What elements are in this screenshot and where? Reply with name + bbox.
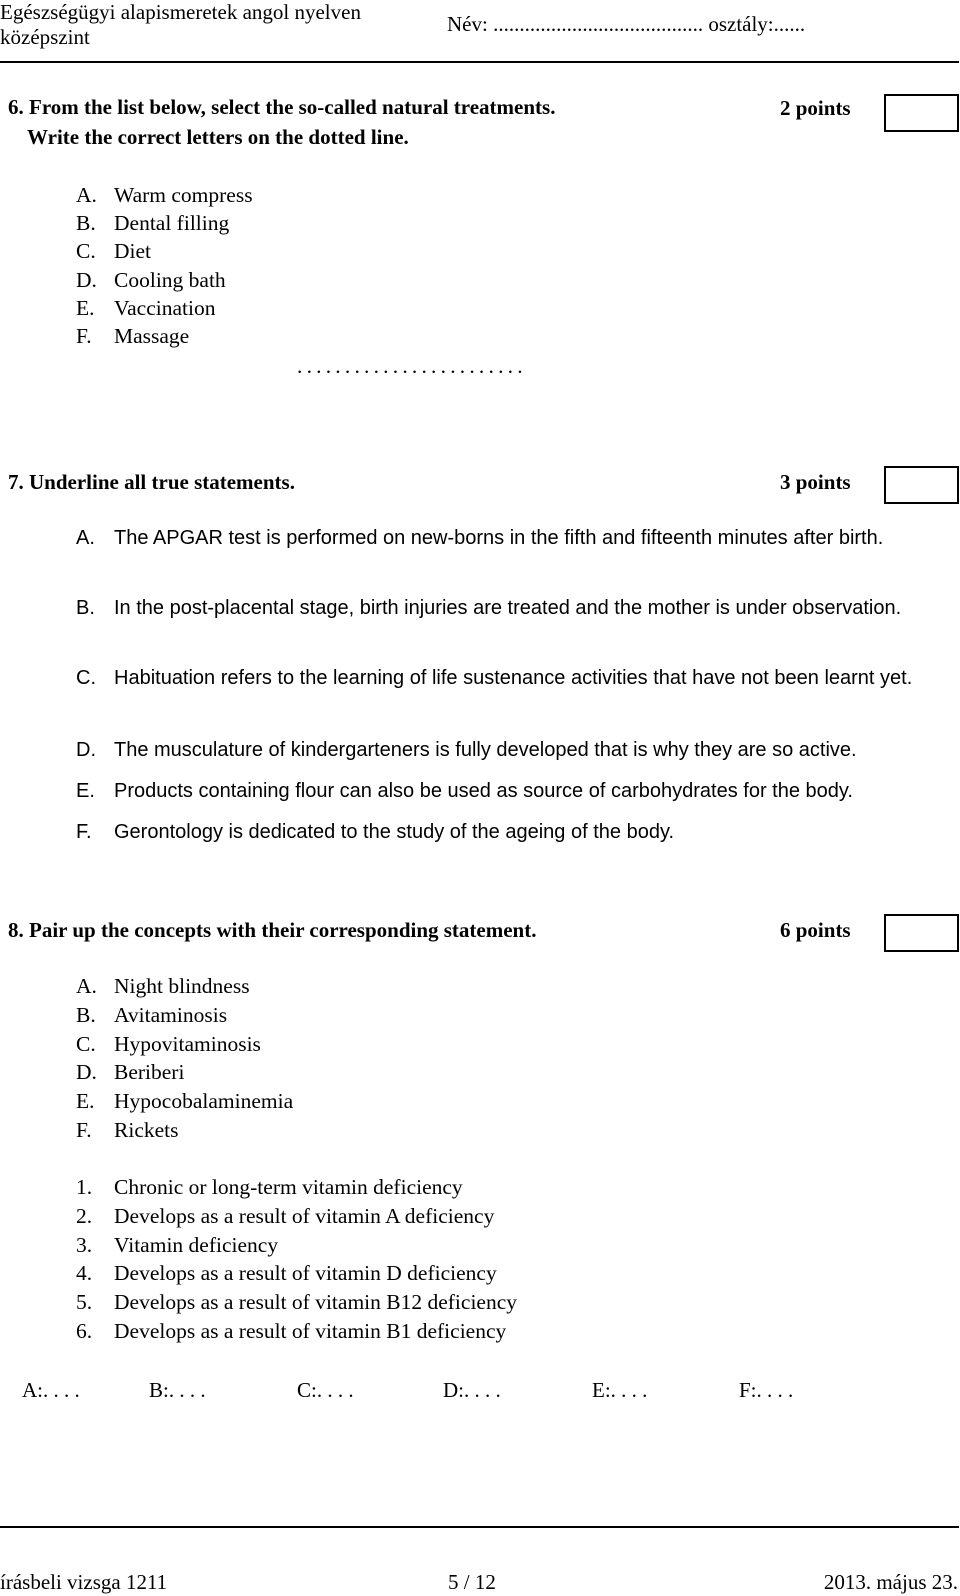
q6-option: E. Vaccination bbox=[76, 296, 216, 320]
header-subject: Egészségügyi alapismeretek angol nyelven bbox=[0, 0, 361, 24]
q8-concept: D. Beriberi bbox=[76, 1060, 185, 1084]
q6-option: F. Massage bbox=[76, 324, 190, 348]
q6-title-line2: Write the correct letters on the dotted line. bbox=[27, 125, 409, 149]
q8-concept: E. Hypocobalaminemia bbox=[76, 1089, 294, 1113]
q6-option: C. Diet bbox=[76, 239, 152, 263]
q8-statement: 6. Develops as a result of vitamin B1 deficiency bbox=[76, 1319, 507, 1343]
footer-rule bbox=[0, 1526, 959, 1528]
q7-points: 3 points bbox=[780, 470, 851, 494]
q8-title: 8. Pair up the concepts with their corresponding statement. bbox=[8, 918, 537, 942]
q8-answer-a[interactable]: A:. . . . bbox=[22, 1378, 80, 1402]
q8-answer-e[interactable]: E:. . . . bbox=[592, 1378, 648, 1402]
q6-title-line1: 6. From the list below, select the so-called natural treatments. bbox=[8, 95, 556, 119]
header-rule bbox=[0, 61, 959, 63]
q7-score-box[interactable] bbox=[884, 466, 959, 504]
header-name-field: Név: ........................................ osztály:...... bbox=[447, 12, 806, 36]
q8-statement: 1. Chronic or long-term vitamin deficiency bbox=[76, 1175, 463, 1199]
q7-statement[interactable]: A. The APGAR test is performed on new-borns in the fifth and fifteenth minutes after birth. bbox=[76, 527, 884, 549]
q8-statement: 2. Develops as a result of vitamin A deficiency bbox=[76, 1204, 495, 1228]
q8-statement: 4. Develops as a result of vitamin D deficiency bbox=[76, 1261, 497, 1285]
q6-points: 2 points bbox=[780, 96, 851, 120]
header-level: középszint bbox=[0, 25, 90, 49]
q8-answer-c[interactable]: C:. . . . bbox=[297, 1378, 354, 1402]
q8-concept: B. Avitaminosis bbox=[76, 1003, 228, 1027]
q8-score-box[interactable] bbox=[884, 914, 959, 952]
q7-title: 7. Underline all true statements. bbox=[8, 470, 295, 494]
q7-statement[interactable]: D. The musculature of kindergarteners is fully developed that is why they are so active. bbox=[76, 739, 857, 761]
q8-answer-f[interactable]: F:. . . . bbox=[739, 1378, 794, 1402]
q8-concept: F. Rickets bbox=[76, 1118, 179, 1142]
q7-statement[interactable]: F. Gerontology is dedicated to the study of the ageing of the body. bbox=[76, 821, 675, 843]
q7-statement[interactable]: B. In the post-placental stage, birth injuries are treated and the mother is under observation. bbox=[76, 597, 902, 619]
q8-concept: A. Night blindness bbox=[76, 974, 250, 998]
q7-statement[interactable]: C. Habituation refers to the learning of life sustenance activities that have not been learnt yet. bbox=[76, 667, 913, 689]
footer-exam-code: írásbeli vizsga 1211 bbox=[0, 1570, 168, 1594]
q8-statement: 3. Vitamin deficiency bbox=[76, 1233, 279, 1257]
q6-answer-line[interactable]: ........................ bbox=[297, 354, 527, 378]
q7-statement[interactable]: E. Products containing flour can also be used as source of carbohydrates for the body. bbox=[76, 780, 853, 802]
q6-option: D. Cooling bath bbox=[76, 268, 226, 292]
q8-statement: 5. Develops as a result of vitamin B12 deficiency bbox=[76, 1290, 518, 1314]
q6-option: A. Warm compress bbox=[76, 183, 253, 207]
footer-page-number: 5 / 12 bbox=[448, 1570, 496, 1594]
q8-answer-b[interactable]: B:. . . . bbox=[149, 1378, 206, 1402]
q8-concept: C. Hypovitaminosis bbox=[76, 1032, 261, 1056]
q6-score-box[interactable] bbox=[884, 94, 959, 132]
footer-date: 2013. május 23. bbox=[823, 1570, 958, 1594]
q8-points: 6 points bbox=[780, 918, 851, 942]
q8-answer-d[interactable]: D:. . . . bbox=[443, 1378, 501, 1402]
q6-option: B. Dental filling bbox=[76, 211, 230, 235]
